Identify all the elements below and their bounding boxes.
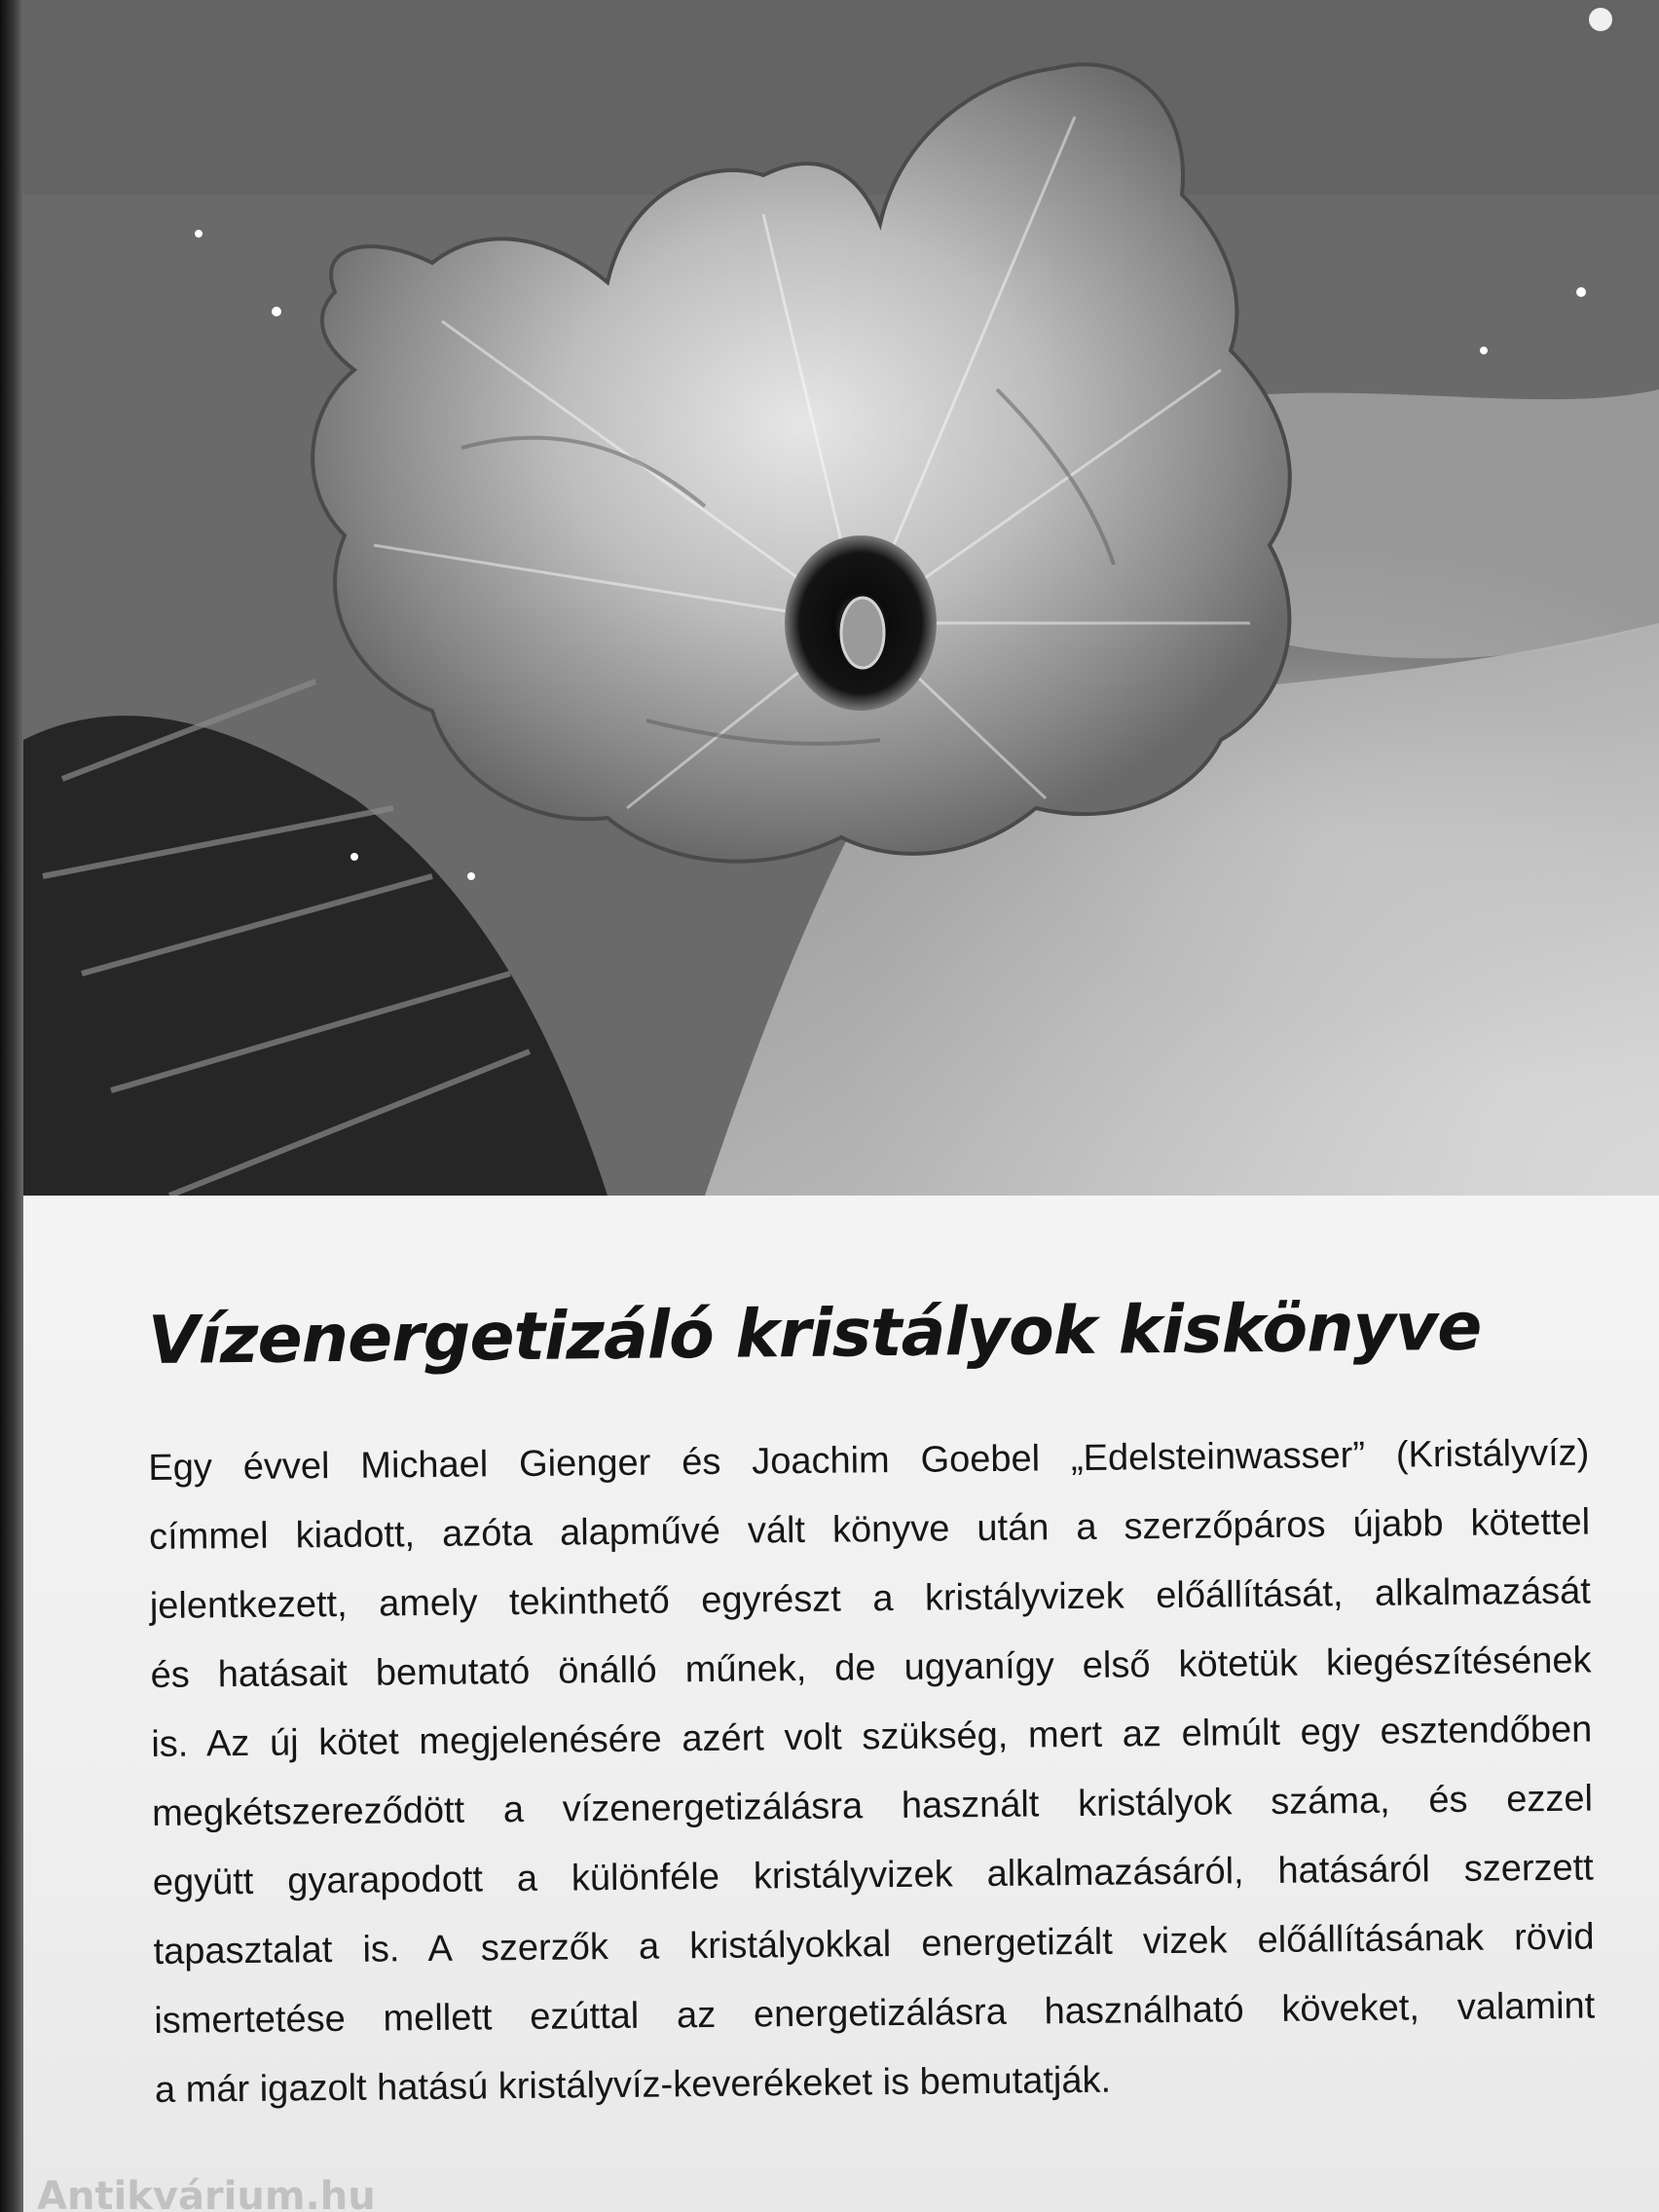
description-line: együtt gyarapodott a különféle kristályvizek alkalmazásáról, hatásáról szerzett [152, 1847, 1594, 1903]
description-line: ismertetése mellett ezúttal az energetizálásra használható köveket, valamint [154, 1985, 1596, 2042]
watermark-text: Antikvárium.hu [37, 2174, 376, 2212]
description-line: jelentkezett, amely tekinthető egyrészt a kristályvizek előállítását, alkalmazását [149, 1570, 1591, 1627]
description-line: is. Az új kötet megjelenésére azért volt szükség, mert az elmúlt egy esztendőben [151, 1709, 1593, 1765]
book-description-panel [23, 1196, 1659, 2212]
description-line: a már igazolt hatású kristályvíz-keverékeket is bemutatják. [154, 2059, 1112, 2111]
ice-crystal-illustration [23, 0, 1659, 1196]
description-line: címmel kiadott, azóta alapművé vált könyve után a szerzőpáros újabb kötettel [148, 1501, 1591, 1558]
description-line: tapasztalat is. A szerzők a kristályokkal energetizált vizek előállításának rövid [153, 1916, 1595, 1972]
book-title: Vízenergetizáló kristályok kiskönyve [147, 1288, 1482, 1380]
ice-crystal-photo [23, 0, 1659, 1196]
book-description [148, 1419, 1596, 2125]
description-line: és hatásait bemutató önálló műnek, de ugyanígy első kötetük kiegészítésének [150, 1640, 1592, 1696]
page-edge-shadow [0, 0, 23, 2212]
description-line: Egy évvel Michael Gienger és Joachim Goebel „Edelsteinwasser” (Kristályvíz) [148, 1432, 1590, 1489]
description-line: megkétszereződött a vízenergetizálásra használt kristályok száma, és ezzel [151, 1778, 1594, 1834]
